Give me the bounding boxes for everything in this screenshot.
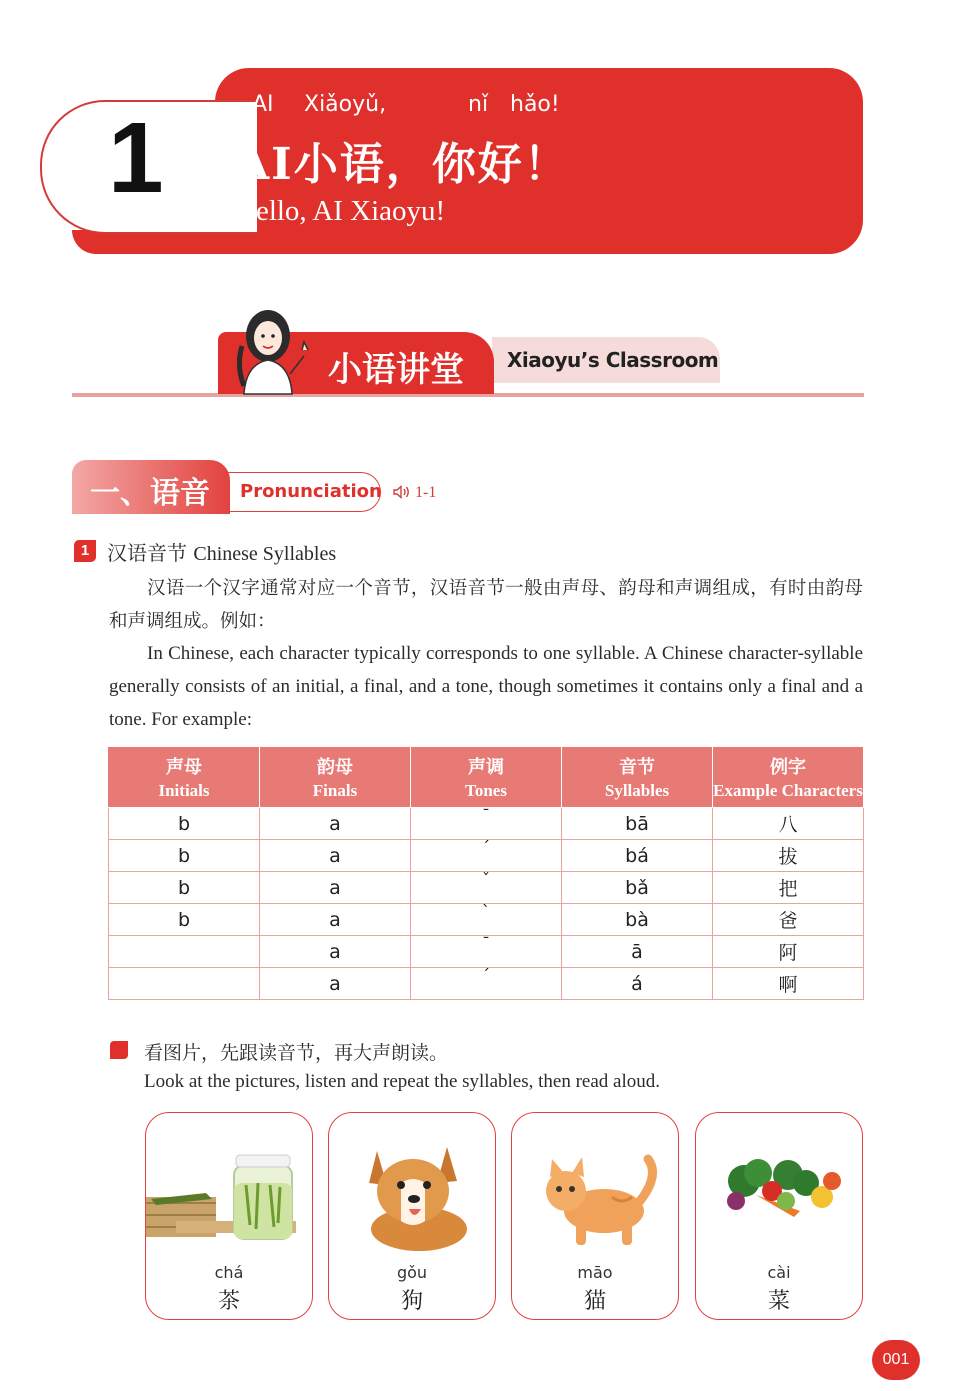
subsection-title [107, 537, 336, 566]
teacher-avatar-icon [230, 306, 320, 396]
section-title-cn: 一、语音 [90, 476, 210, 511]
example-char-cell: 把 [713, 872, 864, 904]
lesson-title-cn: AI小语，你好！ [235, 139, 570, 190]
tone-cell: ˊ [411, 968, 562, 1000]
classroom-title-cn: 小语讲堂 [328, 350, 464, 390]
speaker-icon [393, 485, 411, 499]
card-pinyin: gǒu [396, 1263, 428, 1282]
picture-card-cat[interactable] [511, 1112, 679, 1320]
lesson-number: 1 [108, 102, 164, 214]
tone-cell: ˇ [411, 872, 562, 904]
header-syllables: 音节 Syllables [562, 747, 713, 808]
audio-track-label: 1-1 [415, 484, 437, 501]
initial-cell: b [109, 904, 260, 936]
tone-cell: ˉ [411, 936, 562, 968]
tea-image [146, 1125, 312, 1263]
example-char-cell: 八 [713, 808, 864, 840]
example-char-cell: 啊 [713, 968, 864, 1000]
card-pinyin: cài [767, 1263, 791, 1282]
initial-cell [109, 936, 260, 968]
syllable-cell: bǎ [562, 872, 713, 904]
paragraph-cn: 汉语一个汉字通常对应一个音节，汉语音节一般由声母、韵母和声调组成，有时由韵母和声调组成。例如： [109, 578, 863, 632]
instruction-cn: 看图片，先跟读音节，再大声朗读。 [144, 1042, 449, 1064]
syllable-cell: bā [562, 808, 713, 840]
cat-image [512, 1125, 678, 1263]
table-row [109, 840, 864, 872]
tone-cell: ˊ [411, 840, 562, 872]
paragraph-en: In Chinese, each character typically corresponds to one syllable. A Chinese character-syllable generally consists of an initial, a final, and a tone, though sometimes it contains only a final and a tone. For example: [109, 643, 863, 730]
dog-image [329, 1125, 495, 1263]
initial-cell: b [109, 872, 260, 904]
syllable-cell: ā [562, 936, 713, 968]
page-number: 001 [872, 1340, 920, 1380]
section-title-en: Pronunciation [240, 481, 382, 502]
audio-track[interactable] [393, 484, 436, 502]
title-pinyin-4: hǎo! [510, 92, 560, 117]
classroom-title-en: Xiaoyu’s Classroom [507, 348, 719, 372]
final-cell: a [260, 904, 411, 936]
title-pinyin-3: nǐ [468, 92, 489, 117]
final-cell: a [260, 808, 411, 840]
card-pinyin: māo [577, 1263, 613, 1282]
card-hanzi: 菜 [767, 1289, 790, 1314]
final-cell: a [260, 840, 411, 872]
picture-card-dog[interactable] [328, 1112, 496, 1320]
lesson-title-en: Hello, AI Xiaoyu! [235, 195, 446, 227]
title-pinyin-1: AI [252, 92, 274, 117]
example-char-cell: 爸 [713, 904, 864, 936]
card-pinyin: chá [214, 1263, 244, 1282]
subsection-number: 1 [74, 540, 96, 562]
header-initials: 声母 Initials [109, 747, 260, 808]
example-char-cell: 拔 [713, 840, 864, 872]
table-row [109, 904, 864, 936]
title-pinyin-2: Xiǎoyǔ, [304, 92, 387, 117]
table-row [109, 872, 864, 904]
final-cell: a [260, 936, 411, 968]
picture-card-tea[interactable] [145, 1112, 313, 1320]
final-cell: a [260, 872, 411, 904]
initial-cell: b [109, 840, 260, 872]
subsection-title-cn: 汉语音节 [107, 541, 187, 565]
picture-card-vegetables[interactable] [695, 1112, 863, 1320]
final-cell: a [260, 968, 411, 1000]
subsection-title-en: Chinese Syllables [193, 543, 337, 565]
initial-cell: b [109, 808, 260, 840]
header-examples: 例字 Example Characters [713, 747, 864, 808]
instruction-en: Look at the pictures, listen and repeat the syllables, then read aloud. [144, 1071, 660, 1092]
header-tones: 声调 Tones [411, 747, 562, 808]
table-row [109, 808, 864, 840]
instruction-bullet [110, 1041, 128, 1059]
example-char-cell: 阿 [713, 936, 864, 968]
initial-cell [109, 968, 260, 1000]
card-hanzi: 狗 [400, 1289, 423, 1314]
table-row [109, 936, 864, 968]
syllable-cell: bà [562, 904, 713, 936]
syllable-cell: bá [562, 840, 713, 872]
syllable-cell: á [562, 968, 713, 1000]
table-row [109, 968, 864, 1000]
card-hanzi: 茶 [217, 1289, 240, 1314]
tone-cell: ˋ [411, 904, 562, 936]
table-header-row [109, 747, 864, 808]
tone-cell: ˉ [411, 808, 562, 840]
syllable-table [108, 746, 864, 1000]
card-hanzi: 猫 [583, 1289, 606, 1314]
vegetables-image [696, 1125, 862, 1263]
header-finals: 韵母 Finals [260, 747, 411, 808]
